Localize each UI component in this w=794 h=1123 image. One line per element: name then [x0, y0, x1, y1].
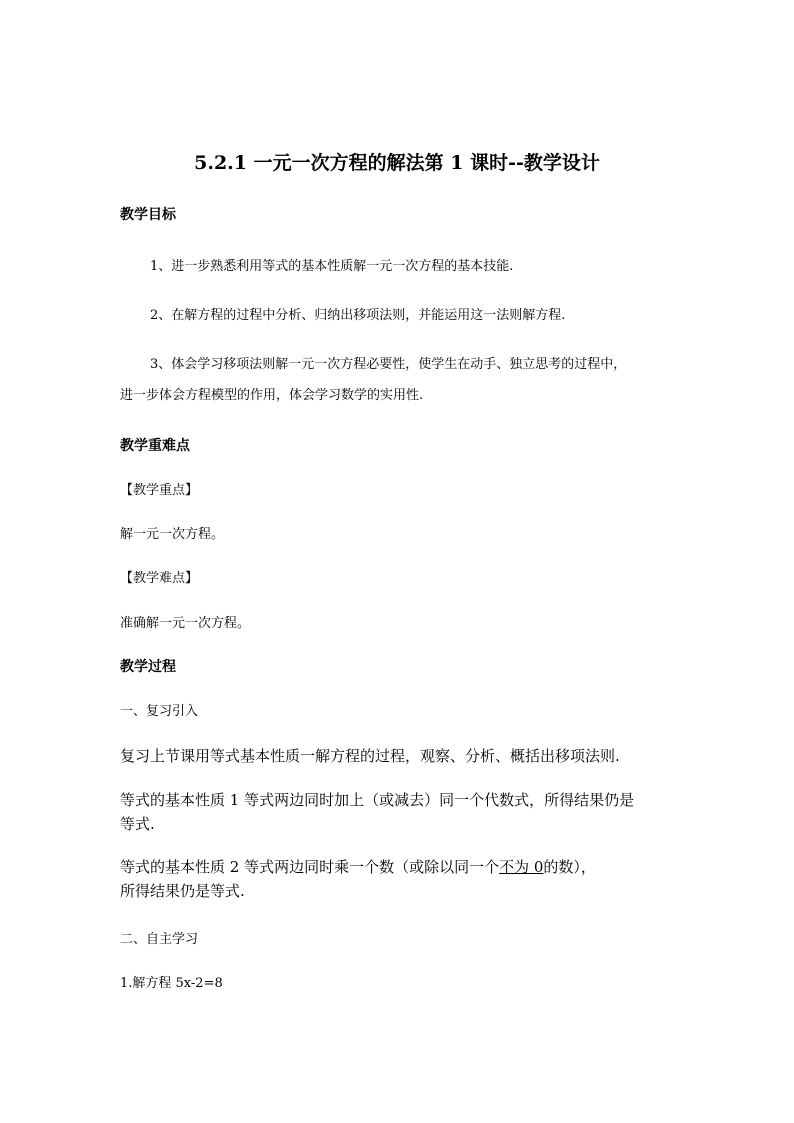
goal-item-1: 1、进一步熟悉利用等式的基本性质解一元一次方程的基本技能.: [150, 259, 514, 274]
property-2-line-2: 所得结果仍是等式.: [120, 882, 245, 900]
part-two-heading: 二、自主学习: [120, 932, 199, 947]
part-one-heading: 一、复习引入: [120, 704, 199, 719]
review-paragraph: 复习上节课用等式基本性质一解方程的过程，观察、分析、概括出移项法则.: [120, 747, 620, 765]
property-1-line-2: 等式.: [120, 815, 155, 833]
difficult-point-text: 准确解一元一次方程。: [120, 616, 251, 631]
property-2-underlined: 不为 0: [499, 858, 544, 876]
section-heading-key-points: 教学重难点: [120, 438, 190, 454]
property-1-line-1: 等式的基本性质 1 等式两边同时加上（或减去）同一个代数式，所得结果仍是: [120, 791, 635, 809]
key-point-text: 解一元一次方程。: [120, 527, 225, 542]
goal-item-3-continued: 进一步体会方程模型的作用，体会学习数学的实用性.: [120, 388, 424, 403]
difficult-point-label: 【教学难点】: [120, 571, 199, 586]
document-title: 5.2.1 一元一次方程的解法第 1 课时--教学设计: [194, 152, 600, 174]
goal-item-3: 3、体会学习移项法则解一元一次方程必要性，使学生在动手、独立思考的过程中，: [150, 357, 627, 372]
section-heading-goals: 教学目标: [120, 207, 176, 223]
property-2-line-1: [120, 856, 596, 877]
property-2-suffix: 的数），: [543, 858, 596, 876]
property-2-prefix: 等式的基本性质 2 等式两边同时乘一个数（或除以同一个: [120, 858, 500, 876]
goal-item-2: 2、在解方程的过程中分析、归纳出移项法则，并能运用这一法则解方程.: [150, 308, 566, 323]
key-point-label: 【教学重点】: [120, 483, 199, 498]
exercise-1: 1.解方程 5x-2=8: [120, 976, 223, 991]
section-heading-process: 教学过程: [120, 659, 176, 675]
